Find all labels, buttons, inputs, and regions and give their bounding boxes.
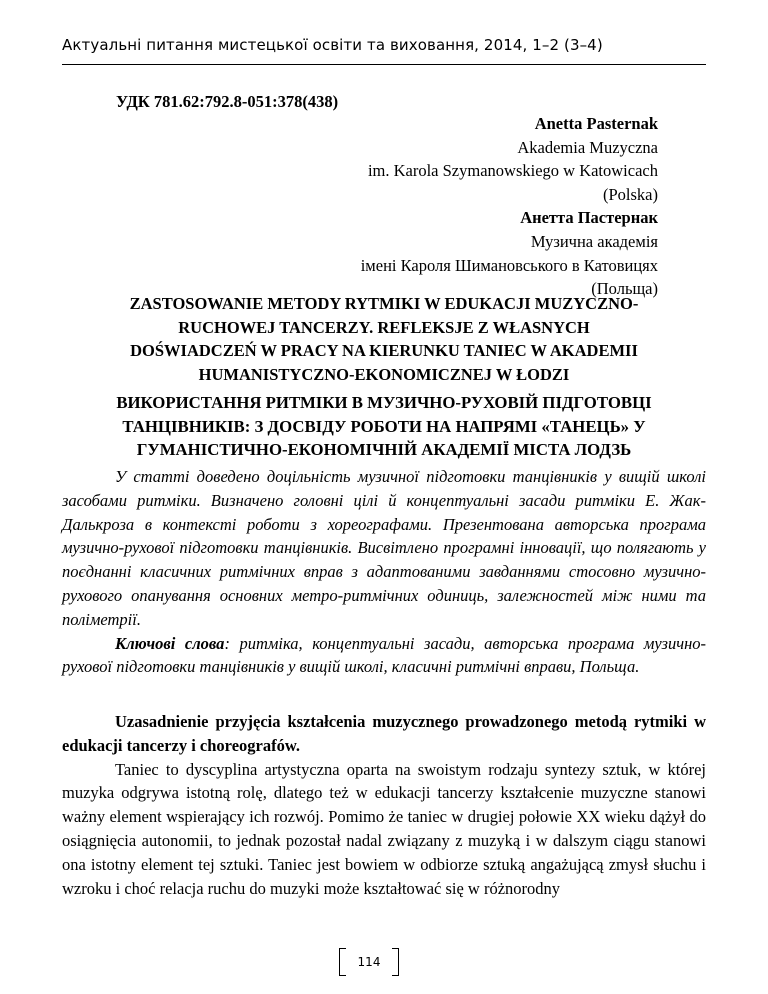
author-affiliation-pl-1: Akademia Muzyczna — [517, 137, 658, 157]
author-affiliation-ua-2: імені Кароля Шимановського в Катовицях — [360, 255, 658, 275]
author-name-ua: Анетта Пастернак — [520, 208, 658, 228]
article-title-ukrainian — [75, 391, 693, 462]
author-affiliation-pl-2: im. Karola Szymanowskiego w Katowicach — [367, 161, 658, 181]
title-line: DOŚWIADCZEŃ W PRACY NA KIERUNKU TANIEC W AKADEMII — [130, 341, 638, 361]
page-number-value: 114 — [357, 955, 381, 969]
abstract-text: У статті доведено доцільність музичної підготовки танцівників у вищій школі засобами ритміки. Визначено головні цілі й концептуальні засади ритміки Е. Жак-Далькроза в контексті роботи з хореографами. Презентована авторська програма музично-рухової підготовки танцівників. Висвітлено програмні інновації, що полягають у поєднанні класичних ритмічних вправ з адаптованими завданнями стосовно музично-рухового опанування основних метро-ритмічних одиниць, залежностей між ними та поліметрії. — [62, 467, 706, 629]
section-heading: Uzasadnienie przyjęcia kształcenia muzycznego prowadzonego metodą rytmiki w edukacji tancerzy i choreografów. — [62, 712, 706, 755]
abstract — [62, 465, 706, 679]
udk-code: УДК 781.62:792.8-051:378(438) — [116, 92, 339, 111]
body-paragraph: Taniec to dyscyplina artystyczna oparta na swoistym rodzaju syntezy sztuk, w której muzyka odgrywa istotną rolę, dlatego też w edukacji tancerzy kształcenie muzyczne stanowi ważny element wspierający ich rozwój. Pomimo że taniec w drugiej połowie XX wieku dążył do osiągnięcia autonomii, to jednak pozostał nadal związany z muzyką i w dalszym ciągu stanowi ona istotny element tej sztuki. Taniec jest bowiem w odbiorze sztuką angażującą zmysł słuchu i wzroku i choć relacja ruchu do muzyki może kształtować się w różnorodny — [62, 759, 706, 898]
title-line: RUCHOWEJ TANCERZY. REFLEKSJE Z WŁASNYCH — [178, 317, 590, 337]
title-line: ВИКОРИСТАННЯ РИТМІКИ В МУЗИЧНО-РУХОВІЙ ПІДГОТОВЦІ — [116, 393, 652, 412]
article-title-polish — [75, 292, 693, 386]
title-line: ТАНЦІВНИКІВ: З ДОСВІДУ РОБОТИ НА НАПРЯМІ «ТАНЕЦЬ» У — [122, 416, 646, 436]
page-number — [339, 948, 399, 976]
author-country-pl: (Polska) — [603, 184, 658, 204]
page-number-bracket-right — [392, 948, 399, 976]
title-line: HUMANISTYCZNO-EKONOMICZNEJ W ŁODZI — [198, 364, 570, 384]
keywords — [62, 632, 706, 680]
author-block — [361, 112, 658, 301]
keywords-label: Ключові слова — [115, 633, 225, 653]
journal-header: Актуальні питання мистецької освіти та виховання, 2014, 1–2 (3–4) — [62, 36, 603, 54]
article-body — [62, 710, 706, 900]
title-line: ZASTOSOWANIE METODY RYTMIKI W EDUKACJI MUZYCZNO- — [129, 294, 639, 313]
keywords-text: : ритміка, концептуальні засади, авторська програма музично-рухової підготовки танцівників у вищій школі, класичні ритмічні вправи, Польща. — [62, 633, 706, 677]
author-affiliation-ua-1: Музична академія — [530, 231, 658, 251]
page-number-bracket-left — [339, 948, 346, 976]
author-name-pl: Anetta Pasternak — [534, 114, 658, 133]
header-divider — [62, 64, 706, 65]
title-line: ГУМАНІСТИЧНО-ЕКОНОМІЧНІЙ АКАДЕМІЇ МІСТА ЛОДЗЬ — [136, 440, 632, 460]
author-country-ua: (Польща) — [591, 279, 658, 299]
